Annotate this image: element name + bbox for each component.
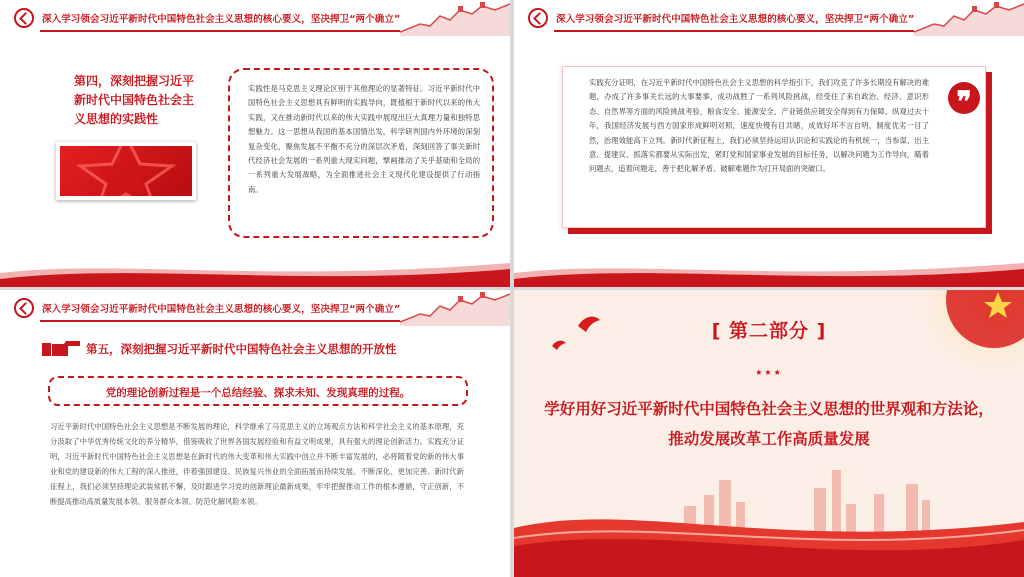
slide-header [0, 0, 510, 36]
quote-icon: ❞ [948, 82, 980, 114]
great-wall-icon [914, 0, 1024, 36]
header-title: 深入学习领会习近平新时代中国特色社会主义思想的核心要义，坚决捍卫“两个确立” [42, 14, 401, 25]
body-text: 实践充分证明，在习近平新时代中国特色社会主义思想的科学指引下，我们攻克了许多长期没有解决的难题，办成了许多事关长远的大事要事，成功战胜了一系列风险挑战，经受住了来自政治、经济、意识形态、自然界等方面的风险挑战考验，粮食安全、能源安全、产业链供应链安全得到有力保障。纵观过去十年，我国经济发展与西方国家形成鲜明对照，速度快慢有目共睹，成效好坏不言自明，制度优劣一目了然，治理效能高下立判。新时代新征程上，我们必须坚持运用认识论和实践论的有机统一，当参谋、出主意、提建议、抓落实都要从实际出发，紧盯党和国家事业发展的目标任务，以解决问题为工作导向，瞄着问题去，追着问题走，善于把化解矛盾、破解难题作为打开局面的突破口。 [589, 78, 929, 174]
slide-4[interactable] [514, 290, 1024, 577]
body-text: 习近平新时代中国特色社会主义思想是不断发展的理论，科学继承了马克思主义的立场观点方法和科学社会主义的基本原理，充分汲取了中华优秀传统文化的养分精华，借鉴吸收了世界各国发展经验和有益文明成果，具有强大的理论创新活力。实践充分证明，习近平新时代中国特色社会主义思想是在新时代的伟大变革和伟大实践中创立并不断丰富发展的，必将随着党的新的伟大事业和党的建设新的伟大工程的深入推进，伴着强国建设、民族复兴伟业的全面拓展而持续发展、不断深化、更加完善。新时代新征程上，我们必须坚持理论武装常抓不懈，及时跟进学习党的创新理论最新成果，牢牢把握推动工作的根本遵循，守正创新，不断提高推动高质量发展本领、服务群众本领、防范化解风险本领。 [50, 422, 464, 506]
slide-1[interactable] [0, 0, 510, 287]
highlight-text: 党的理论创新过程是一个总结经验、探求未知、发现真理的过程。 [105, 387, 411, 399]
header-underline [40, 320, 400, 322]
content-box [228, 68, 494, 238]
section-title: 学好用好习近平新时代中国特色社会主义思想的世界观和方法论，推动发展改革工作高质量发展 [544, 400, 994, 448]
back-arrow-icon[interactable] [14, 8, 34, 28]
section-heading: 第四，深刻把握习近平新时代中国特色社会主义思想的实践性 [74, 74, 195, 126]
star-divider: ★★★ [755, 368, 783, 377]
slide-header [514, 0, 1024, 36]
highlight-box [48, 376, 468, 406]
bottom-wave [0, 253, 510, 287]
part-label: [ 第二部分 ] [711, 320, 827, 342]
red-star-image [56, 142, 196, 200]
slide-header [0, 290, 510, 326]
great-wall-icon [400, 290, 510, 326]
body-text: 实践性是马克思主义理论区别于其他理论的显著特征。习近平新时代中国特色社会主义思想具有鲜明的实践导向，既植根于新时代以来的伟大实践，又在推动新时代以来的伟大实践中展现出巨大真理力量和独特思想魅力。这一思想从我国的基本国情出发，科学研判国内外环境的深刻复杂变化，聚焦发展不平衡不充分的深层次矛盾，深刻回答了事关新时代经济社会发展的一系列重大现实问题，擘画推动了关乎基础和全局的一系列重大发展战略，为全面推进社会主义现代化建设提供了行动指南。 [248, 84, 480, 194]
bottom-wave [514, 253, 1024, 287]
header-title: 深入学习领会习近平新时代中国特色社会主义思想的核心要义，坚决捍卫“两个确立” [42, 304, 401, 315]
pointing-hand-icon [42, 340, 82, 358]
header-underline [554, 30, 914, 32]
header-underline [40, 30, 400, 32]
great-wall-icon [400, 0, 510, 36]
slide-3[interactable] [0, 290, 510, 577]
slide-2[interactable] [514, 0, 1024, 287]
back-arrow-icon[interactable] [528, 8, 548, 28]
section-heading: 第五，深刻把握习近平新时代中国特色社会主义思想的开放性 [86, 342, 397, 356]
back-arrow-icon[interactable] [14, 298, 34, 318]
header-title: 深入学习领会习近平新时代中国特色社会主义思想的核心要义，坚决捍卫“两个确立” [556, 14, 915, 25]
quote-card [562, 66, 986, 228]
